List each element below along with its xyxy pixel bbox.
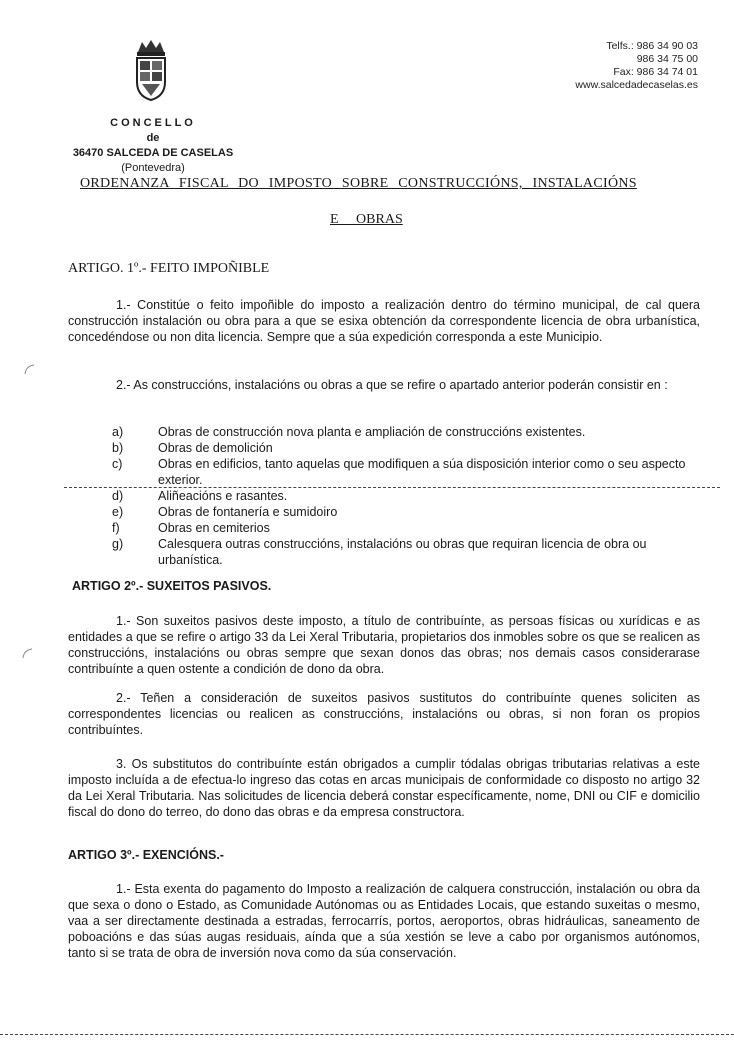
page-bottom-divider (0, 1034, 734, 1035)
issuer-province: (Pontevedra) (121, 162, 185, 174)
article-2-heading: ARTIGO 2º.- SUXEITOS PASIVOS. (72, 579, 272, 593)
contact-block (575, 40, 698, 92)
article-1-paragraph-2: 2.- As construccións, instalacións ou obras a que se refire o apartado anterior poderán consistir en : (116, 378, 668, 392)
issuer-de: de (146, 132, 160, 144)
article-2-paragraph-1: 1.- Son suxeitos pasivos deste imposto, a título de contribuínte, as persoas físicas ou xurídicas e as entidades a que se refire o artigo 33 da Lei Xeral Tributaria, propietarios dos inmobles sobre os que se realicen as construccións, instalacións ou obras sempre que sexan donos das obras; nos demais casos considerarase contribuínte a quen ostente a condición de dono da obra. (68, 614, 700, 676)
list-item: g) Calesquera outras construccións, instalacións ou obras que requiran licencia de obra ou urbanística. (112, 537, 647, 567)
list-item: b) Obras de demolición (112, 441, 273, 455)
scan-mark-icon (20, 646, 36, 662)
fax-line: Fax: 986 34 74 01 (613, 66, 698, 78)
list-item: d) Aliñeacións e rasantes. (112, 489, 288, 503)
works-list (112, 424, 702, 568)
article-2-paragraph-3: 3. Os substitutos do contribuínte están obrigados a cumplir tódalas obrigas tributarias relativas a este imposto incluída a de efectua-lo ingreso das cotas en arcas municipais de conformidade co disposto no artigo 32 da Lei Xeral Tributaria. Nas solicitudes de licencia deberá constar específicamente, nome, DNI ou CIF e domicilio fiscal do dono do terreo, do dono das obras e da empresa constructora. (68, 757, 700, 819)
coat-of-arms-icon (132, 38, 170, 102)
list-item: a) Obras de construcción nova planta e ampliación de construccións existentes. (112, 425, 586, 439)
phone-line: Telfs.: 986 34 90 03 (606, 40, 698, 52)
list-item: e) Obras de fontanería e sumidoiro (112, 505, 338, 519)
list-item: c) Obras en edificios, tanto aquelas que modifiquen a súa disposición interior como o seu aspecto exterior. (112, 457, 686, 487)
phone-line: 986 34 75 00 (636, 53, 698, 65)
article-1-paragraph-1: 1.- Constitúe o feito impoñible do imposto a realización dentro do término municipal, de cal quera construcción instalación ou obra para a que se esixa obtención da correspondente licencia de obra urbanística, concedéndose ou non dita licencia. Sempre que a súa expedición corresponda a este Municipio. (68, 298, 700, 344)
website-line: www.salcedadecaselas.es (575, 79, 698, 91)
document-title: ORDENANZA FISCAL DO IMPOSTO SOBRE CONSTRUCCIÓNS, INSTALACIÓNS (80, 176, 637, 191)
article-1-heading: ARTIGO. 1º.- FEITO IMPOÑIBLE (68, 261, 270, 276)
scan-mark-icon (22, 362, 38, 378)
issuer-name: CONCELLO (110, 117, 196, 129)
list-item: f) Obras en cemiterios (112, 521, 270, 535)
article-3-paragraph-1: 1.- Esta exenta do pagamento do Imposto a realización de calquera construcción, instalación ou obra da que sexa o dono o Estado, as Comunidade Autónomas ou as Entidades Locais, que estando suxeitas o mesmo, vaa a ser directamente destinada a estradas, ferrocarrís, portos, aeroportos, obras hidráulicas, saneamento de poboacións e das súas augas residuais, aínda que a súa xestión se leve a cabo por organismos autónomos, tanto si se trata de obra de inversión nova como da súa conservación. (68, 882, 700, 960)
issuer-address: 36470 SALCEDA DE CASELAS (72, 147, 234, 159)
article-2-paragraph-2: 2.- Teñen a consideración de suxeitos pasivos sustitutos do contribuínte quenes soliciten as correspondentes licencias ou realicen as construccións, instalacións ou obras, si non foran os propios contribuíntes. (68, 691, 700, 737)
dashed-divider (64, 487, 720, 488)
issuer-block (58, 116, 248, 176)
article-3-heading: ARTIGO 3º.- EXENCIÓNS.- (68, 848, 224, 862)
document-title-continued: E OBRAS (330, 212, 403, 227)
